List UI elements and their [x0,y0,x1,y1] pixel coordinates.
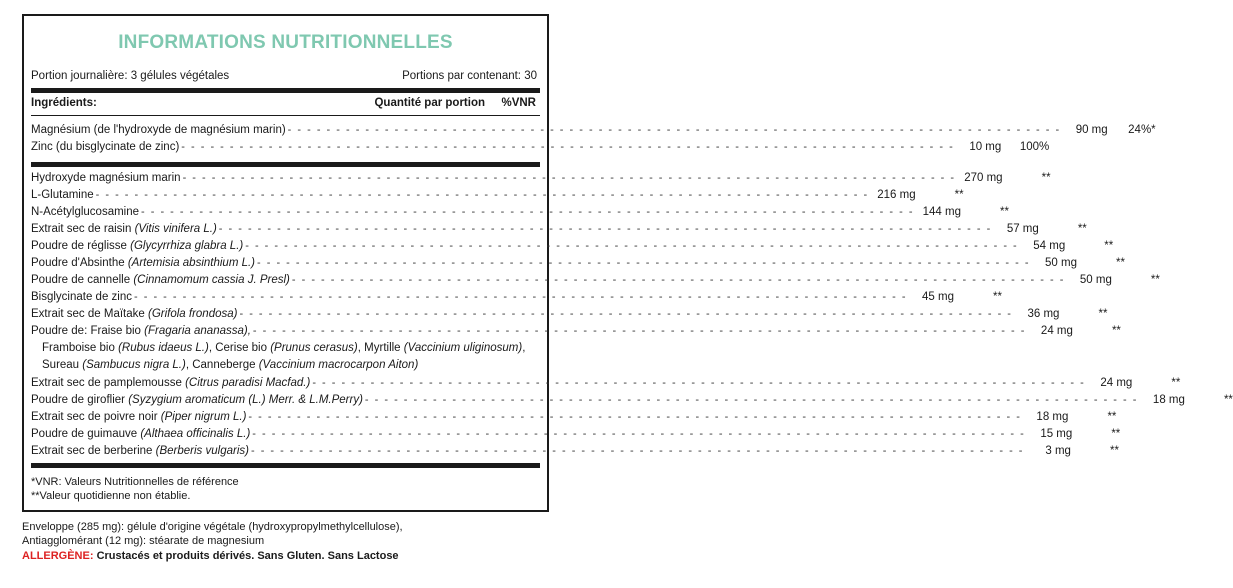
leader-dashes: - - - - - - - - - - - - - - - - - - - - - - - - - - - - - - - - - - - - - - - - - - - - - - - - - - - - - - - - - - - - - - - - - - - - - - - - - - - - - - - - [312,377,1086,389]
ingredient-quantity: 216 mg [877,189,916,201]
serving-daily: Portion journalière: 3 gélules végétales [31,70,230,82]
leader-dashes: - - - - - - - - - - - - - - - - - - - - - - - - - - - - - - - - - - - - - - - - - - - - - - - - - - - - - - - - - - - - - - - - - - - - - - - - - - - - - - - - [248,411,1022,423]
ingredient-latin-name: (Grifola frondosa) [147,308,238,320]
ingredient-row [31,323,1121,339]
ingredient-quantity: 18 mg [1152,394,1185,406]
ingredient-quantity: 90 mg [1075,124,1108,136]
column-header [31,97,540,109]
ingredient-quantity: 24 mg [1040,325,1073,337]
ingredient-quantity: 144 mg [922,206,961,218]
footnote-daily-value: **Valeur quotidienne non établie. [31,490,191,502]
ingredient-latin-name: (Althaea officinalis L.) [140,428,251,440]
ingredient-name: N-Acétylglucosamine [31,206,140,218]
ingredient-vnr: ** [954,189,964,201]
ingredient-quantity: 3 mg [1045,445,1071,457]
allergen-label: ALLERGÈNE: [22,550,94,562]
ingredient-vnr: ** [1171,377,1181,389]
ingredient-name: Poudre de guimauve (Althaea officinalis L.) [31,428,251,440]
ingredient-row [31,187,964,203]
col-vnr: %VNR [501,97,536,109]
ingredient-row [31,426,1121,442]
serving-line [31,70,540,82]
panel-title: INFORMATIONS NUTRITIONNELLES [118,32,453,53]
ingredient-name: Extrait sec de pamplemousse (Citrus paradisi Macfad.) [31,377,311,389]
leader-dashes: - - - - - - - - - - - - - - - - - - - - - - - - - - - - - - - - - - - - - - - - - - - - - - - - - - - - - - - - - - - - - - - - - - - - - - - - - - - - - - - - [250,445,1024,457]
ingredient-row [31,443,1119,459]
ingredient-continuation-line: Sureau (Sambucus nigra L.), Canneberge (Vaccinium macrocarpon Aiton) [42,359,419,371]
ingredient-vnr: ** [1111,325,1121,337]
leader-dashes: - - - - - - - - - - - - - - - - - - - - - - - - - - - - - - - - - - - - - - - - - - - - - - - - - - - - - - - - - - - - - - - - - - - - - - - - - - - - - - - - [134,291,907,303]
leader-dashes: - - - - - - - - - - - - - - - - - - - - - - - - - - - - - - - - - - - - - - - - - - - - - - - - - - - - - - - - - - - - - - - - - - - - - - - - - - - - - - - - [239,308,1013,320]
ingredient-vnr: ** [1098,308,1108,320]
ingredient-vnr: ** [1116,257,1125,269]
ingredient-name: Extrait sec de poivre noir (Piper nigrum L.) [31,411,247,423]
ingredient-row [31,409,1117,425]
ingredient-row [31,272,1160,288]
nutrition-panel [22,14,1233,512]
ingredient-row [31,139,1050,155]
ingredient-latin-name: (Fragaria ananassa), [144,325,251,337]
leader-dashes: - - - - - - - - - - - - - - - - - - - - - - - - - - - - - - - - - - - - - - - - - - - - - - - - - - - - - - - - - - - - - - - - - - - - - - - - - - - - - - - - [364,394,1138,406]
divider-main [31,162,540,167]
footnote-vnr: *VNR: Valeurs Nutritionnelles de référence [31,476,239,488]
ingredient-latin-name: (Cinnamomum cassia J. Presl) [133,274,290,286]
divider-top [31,88,540,93]
ingredient-row [31,392,1233,408]
ingredient-name: Extrait sec de berberine (Berberis vulgaris) [31,445,249,457]
ingredient-row [31,122,1156,138]
ingredient-name: Magnésium (de l'hydroxyde de magnésium marin) [31,124,286,136]
leader-dashes: - - - - - - - - - - - - - - - - - - - - - - - - - - - - - - - - - - - - - - - - - - - - - - - - - - - - - - - - - - - - - - - - - - - - - - - - - - - - - - - - [252,325,1026,337]
ingredient-vnr: ** [1000,206,1009,218]
col-ingredients: Ingrédients: [31,97,97,109]
ingredient-name: Bisglycinate de zinc [31,291,132,303]
ingredient-vnr: ** [1223,394,1233,406]
ingredient-latin-name: (Citrus paradisi Macfad.) [185,377,311,389]
ingredient-latin-name: (Artemisia absinthium L.) [127,257,256,269]
ingredient-quantity: 10 mg [969,141,1002,153]
leader-dashes: - - - - - - - - - - - - - - - - - - - - - - - - - - - - - - - - - - - - - - - - - - - - - - - - - - - - - - - - - - - - - - - - - - - - - - - - - - - - - - - - [291,274,1065,286]
ingredient-vnr: ** [1111,428,1121,440]
ingredient-vnr: ** [1150,274,1160,286]
ingredient-name: L-Glutamine [31,189,94,201]
ingredient-name: Hydroxyde magnésium marin [31,172,181,184]
ingredient-quantity: 50 mg [1045,257,1077,269]
ingredient-row [31,204,1009,220]
ingredient-vnr: ** [993,291,1002,303]
ingredient-vnr: ** [1041,172,1051,184]
allergen-line [22,550,399,563]
ingredient-name: Poudre de réglisse (Glycyrrhiza glabra L.) [31,240,244,252]
ingredient-row [31,289,1002,305]
ingredient-row [31,255,1125,271]
leader-dashes: - - - - - - - - - - - - - - - - - - - - - - - - - - - - - - - - - - - - - - - - - - - - - - - - - - - - - - - - - - - - - - - - - - - - - - - - - - - - - - - - [141,206,914,218]
ingredient-quantity: 18 mg [1036,411,1069,423]
leader-dashes: - - - - - - - - - - - - - - - - - - - - - - - - - - - - - - - - - - - - - - - - - - - - - - - - - - - - - - - - - - - - - - - - - - - - - - - - - - - - - - - - [95,189,869,201]
leader-dashes: - - - - - - - - - - - - - - - - - - - - - - - - - - - - - - - - - - - - - - - - - - - - - - - - - - - - - - - - - - - - - - - - - - - - - - - - - - - - - - - - [182,172,956,184]
ingredient-quantity: 36 mg [1027,308,1060,320]
ingredient-row [31,238,1114,254]
serving-per-container: Portions par contenant: 30 [402,70,537,82]
ingredient-quantity: 270 mg [964,172,1003,184]
leader-dashes: - - - - - - - - - - - - - - - - - - - - - - - - - - - - - - - - - - - - - - - - - - - - - - - - - - - - - - - - - - - - - - - - - - - - - - - - - - - - - - - - [181,141,955,153]
divider-header [31,115,540,116]
col-quantity: Quantité par portion [374,97,485,109]
ingredient-quantity: 24 mg [1100,377,1133,389]
ingredient-quantity: 15 mg [1040,428,1073,440]
ingredient-row [31,170,1051,186]
ingredient-vnr: 100% [1019,141,1050,153]
ingredient-name: Extrait sec de raisin (Vitis vinifera L.) [31,223,217,235]
ingredient-name: Poudre de: Fraise bio (Fragaria ananassa), [31,325,251,337]
ingredient-row [31,221,1087,237]
ingredient-latin-name: (Glycyrrhiza glabra L.) [130,240,244,252]
ingredient-name: Poudre de cannelle (Cinnamomum cassia J. Presl) [31,274,290,286]
ingredient-name: Zinc (du bisglycinate de zinc) [31,141,180,153]
ingredient-name: Poudre d'Absinthe (Artemisia absinthium L.) [31,257,256,269]
ingredient-quantity: 54 mg [1033,240,1066,252]
ingredient-quantity: 50 mg [1079,274,1112,286]
ingredient-quantity: 45 mg [922,291,954,303]
ingredient-vnr: ** [1104,240,1114,252]
ingredient-continuation-line: Framboise bio (Rubus idaeus L.), Cerise bio (Prunus cerasus), Myrtille (Vaccinium uliginosum), [42,342,526,354]
envelope-text: Enveloppe (285 mg): gélule d'origine végétale (hydroxypropylmethylcellulose), [22,521,403,533]
ingredient-row [31,306,1108,322]
ingredient-name: Poudre de giroflier (Syzygium aromaticum (L.) Merr. & L.M.Perry) [31,394,363,406]
ingredient-quantity: 57 mg [1006,223,1039,235]
leader-dashes: - - - - - - - - - - - - - - - - - - - - - - - - - - - - - - - - - - - - - - - - - - - - - - - - - - - - - - - - - - - - - - - - - - - - - - - - - - - - - - - - [245,240,1019,252]
divider-bottom [31,463,540,468]
ingredient-latin-name: (Vitis vinifera L.) [134,223,217,235]
allergen-text: Crustacés et produits dérivés. Sans Gluten. Sans Lactose [96,550,399,562]
ingredient-vnr: ** [1077,223,1087,235]
leader-dashes: - - - - - - - - - - - - - - - - - - - - - - - - - - - - - - - - - - - - - - - - - - - - - - - - - - - - - - - - - - - - - - - - - - - - - - - - - - - - - - - - [252,428,1026,440]
leader-dashes: - - - - - - - - - - - - - - - - - - - - - - - - - - - - - - - - - - - - - - - - - - - - - - - - - - - - - - - - - - - - - - - - - - - - - - - - - - - - - - - - [218,223,992,235]
leader-dashes: - - - - - - - - - - - - - - - - - - - - - - - - - - - - - - - - - - - - - - - - - - - - - - - - - - - - - - - - - - - - - - - - - - - - - - - - - - - - - - - - [257,257,1030,269]
ingredient-vnr: ** [1110,445,1119,457]
ingredient-vnr: 24%* [1128,124,1156,136]
ingredient-latin-name: (Berberis vulgaris) [155,445,249,457]
ingredient-vnr: ** [1107,411,1117,423]
ingredient-latin-name: (Piper nigrum L.) [160,411,247,423]
ingredient-row [31,375,1181,391]
ingredient-name: Extrait sec de Maïtake (Grifola frondosa) [31,308,238,320]
anticaking-text: Antiagglomérant (12 mg): stéarate de magnesium [22,535,265,547]
ingredient-latin-name: (Syzygium aromaticum (L.) Merr. & L.M.Perry) [128,394,363,406]
leader-dashes: - - - - - - - - - - - - - - - - - - - - - - - - - - - - - - - - - - - - - - - - - - - - - - - - - - - - - - - - - - - - - - - - - - - - - - - - - - - - - - - - [287,124,1061,136]
